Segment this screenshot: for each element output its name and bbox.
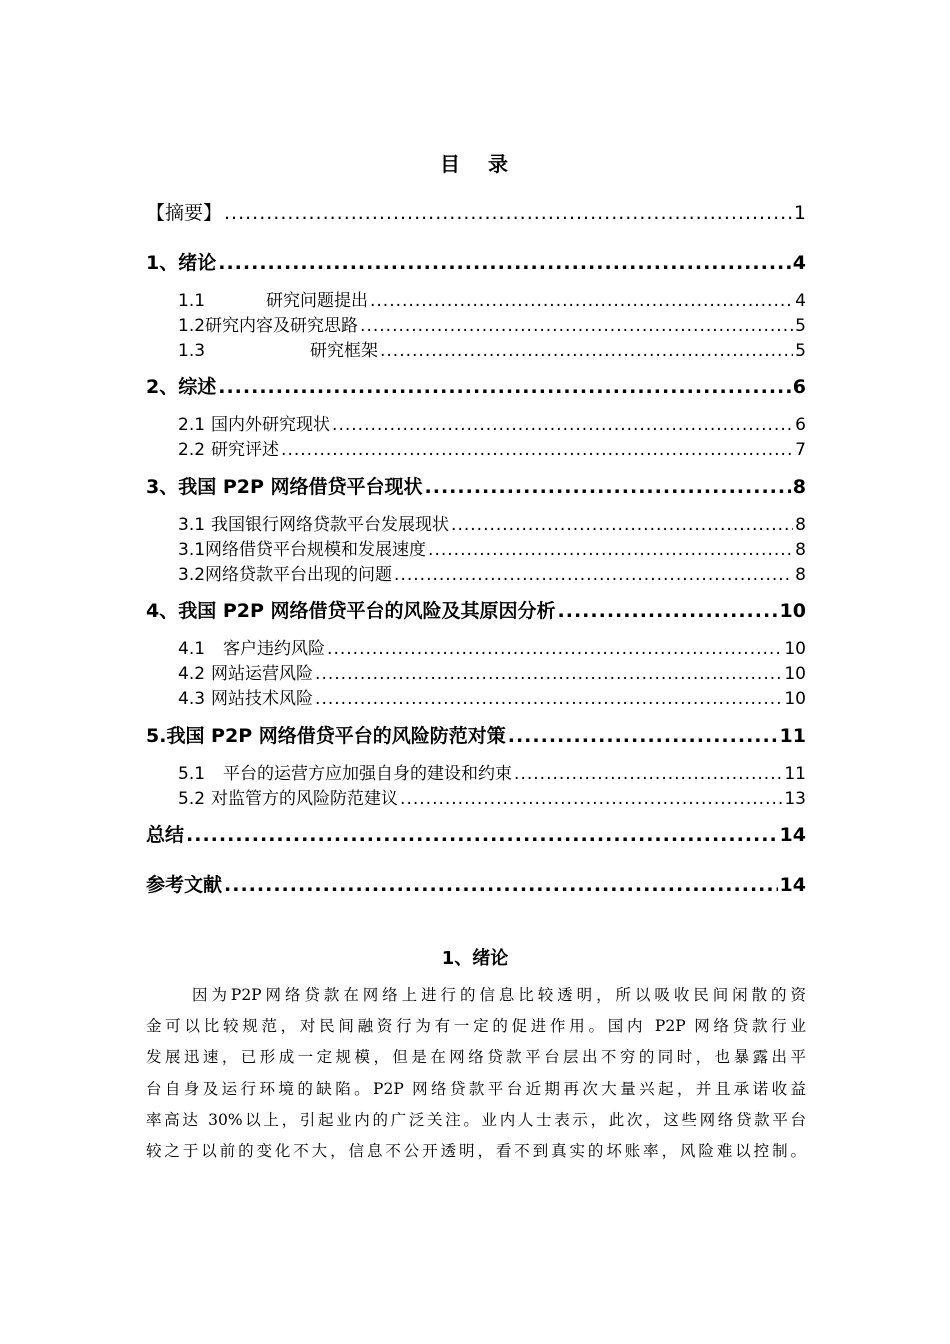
- toc-leader: [360, 316, 793, 336]
- toc-leader: [224, 874, 778, 896]
- toc-leader: [186, 824, 778, 846]
- toc-page-number: 10: [784, 639, 806, 659]
- toc-entry-chapter[interactable]: [146, 372, 806, 399]
- toc-page-number: 4: [795, 291, 806, 311]
- toc-entry-number: 5.2: [178, 789, 206, 809]
- toc-entry-label: 我国银行网络贷款平台发展现状: [211, 515, 450, 535]
- paragraph-line: 较之于以前的变化不大，信息不公开透明，看不到真实的坏账率，风险难以控制。: [146, 1142, 806, 1161]
- toc-page-number: 10: [779, 600, 806, 622]
- toc-leader: [224, 202, 792, 224]
- paragraph-line: 台自身及运行环境的缺陷。P2P 网络贷款平台近期再次大量兴起，并且承诺收益: [146, 1079, 806, 1098]
- toc-entry-subsection[interactable]: [178, 560, 806, 585]
- toc-entry-number: 1.3: [178, 341, 206, 361]
- toc-entry-number: 1.2: [178, 316, 206, 336]
- toc-page-number: 4: [792, 252, 806, 274]
- toc-page-number: 11: [784, 764, 806, 784]
- toc-title: [0, 148, 950, 177]
- toc-entry-subsection[interactable]: [178, 659, 806, 684]
- toc-leader: [281, 440, 793, 460]
- toc-entry-number: 3.1: [178, 515, 206, 535]
- toc-entry-label: 国内外研究现状: [211, 415, 331, 435]
- toc-page-number: 8: [795, 540, 806, 560]
- toc-page-number: 8: [795, 515, 806, 535]
- toc-entry-number: 2.2: [178, 440, 206, 460]
- toc-entry-label: 平台的运营方应加强自身的建设和约束: [223, 764, 513, 784]
- toc-entry-label: 参考文献: [146, 874, 223, 896]
- toc-entry-number: 4.1: [178, 639, 206, 659]
- toc-page-number: 5: [795, 316, 806, 336]
- toc-entry-label: 研究内容及研究思路: [205, 316, 359, 336]
- toc-entry-label: 【摘要】: [146, 202, 223, 224]
- toc-page-number: 6: [792, 376, 806, 398]
- toc-entry-subsection[interactable]: [178, 784, 806, 809]
- toc-entry-label: 研究问题提出: [266, 291, 368, 311]
- toc-entry-subsection[interactable]: [178, 759, 806, 784]
- toc-entry-number: 1.1: [178, 291, 206, 311]
- paragraph-line: 率高达 30%以上，引起业内的广泛关注。业内人士表示，此次，这些网络贷款平台: [146, 1110, 806, 1129]
- toc-leader: [327, 639, 782, 659]
- toc-entry-chapter[interactable]: [146, 721, 806, 748]
- toc-page-number: 10: [784, 664, 806, 684]
- toc-leader: [370, 291, 793, 311]
- body-paragraph: [146, 980, 806, 1167]
- toc-entry-number: 4.2: [178, 664, 206, 684]
- toc-page-number: 8: [792, 476, 806, 498]
- toc-entry-abstract[interactable]: [146, 198, 806, 225]
- toc-page-number: 10: [784, 689, 806, 709]
- toc-entry-subsection[interactable]: [178, 311, 806, 336]
- toc-page-number: 5: [795, 341, 806, 361]
- toc-leader: [400, 789, 782, 809]
- toc-leader: [218, 252, 791, 274]
- toc-title-char-1: 目: [440, 152, 462, 176]
- toc-page-number: 11: [779, 725, 806, 747]
- toc-leader: [508, 725, 778, 747]
- toc-entry-label: 5.我国 P2P 网络借贷平台的风险防范对策: [146, 725, 506, 747]
- toc-entry-number: 3.2: [178, 565, 206, 585]
- toc-leader: [514, 764, 782, 784]
- toc-leader: [425, 476, 791, 498]
- toc-entry-subsection[interactable]: [178, 435, 806, 460]
- paragraph-line: 因为P2P网络贷款在网络上进行的信息比较透明，所以吸收民间闲散的资: [192, 986, 806, 1004]
- toc-leader: [332, 415, 793, 435]
- toc-leader: [394, 565, 793, 585]
- toc-entry-label: 网站技术风险: [211, 689, 314, 709]
- toc-page-number: 7: [795, 440, 806, 460]
- toc-entry-label: 研究评述: [211, 440, 280, 460]
- toc-entry-subsection[interactable]: [178, 510, 806, 535]
- toc-entry-label: 总结: [146, 824, 185, 846]
- section-heading: 1、绪论: [441, 948, 509, 969]
- toc-page-number: 8: [795, 565, 806, 585]
- toc-page-number: 13: [784, 789, 806, 809]
- toc-leader: [558, 600, 778, 622]
- toc-page-number: 14: [779, 824, 806, 846]
- toc-leader: [380, 341, 793, 361]
- toc-entry-label: 2、综述: [146, 376, 217, 398]
- toc-entry-number: 3.1: [178, 540, 206, 560]
- toc-entry-label: 对监管方的风险防范建议: [211, 789, 399, 809]
- toc-entry-subsection[interactable]: [178, 684, 806, 709]
- toc-entry-subsection[interactable]: [178, 410, 806, 435]
- toc-entry-number: 4.3: [178, 689, 206, 709]
- toc-leader: [218, 376, 791, 398]
- toc-entry-label: 4、我国 P2P 网络借贷平台的风险及其原因分析: [146, 600, 556, 622]
- toc-entry-chapter[interactable]: [146, 472, 806, 499]
- toc-page-number: 1: [793, 202, 806, 224]
- toc-entry-references[interactable]: [146, 870, 806, 897]
- toc-entry-subsection[interactable]: [178, 336, 806, 361]
- toc-entry-number: 2.1: [178, 415, 206, 435]
- toc-entry-label: 研究框架: [310, 341, 378, 361]
- toc-entry-label: 3、我国 P2P 网络借贷平台现状: [146, 476, 423, 498]
- toc-leader: [451, 515, 793, 535]
- toc-entry-summary[interactable]: [146, 820, 806, 847]
- toc-page-number: 14: [779, 874, 806, 896]
- toc-entry-label: 客户违约风险: [223, 639, 326, 659]
- toc-entry-label: 网站运营风险: [211, 664, 314, 684]
- toc-entry-subsection[interactable]: [178, 286, 806, 311]
- toc-title-char-2: 录: [488, 152, 510, 176]
- toc-leader: [428, 540, 793, 560]
- paragraph-line: 金可以比较规范，对民间融资行为有一定的促进作用。国内 P2P 网络贷款行业: [146, 1017, 806, 1036]
- toc-entry-label: 网络借贷平台规模和发展速度: [205, 540, 427, 560]
- toc-leader: [315, 664, 782, 684]
- paragraph-line: 发展迅速，已形成一定规模，但是在网络贷款平台层出不穷的同时，也暴露出平: [146, 1048, 806, 1067]
- toc-leader: [315, 689, 782, 709]
- toc-entry-label: 网络贷款平台出现的问题: [205, 565, 393, 585]
- toc-entry-chapter[interactable]: [146, 596, 806, 623]
- toc-entry-subsection[interactable]: [178, 535, 806, 560]
- toc-page-number: 6: [795, 415, 806, 435]
- toc-entry-label: 1、绪论: [146, 252, 217, 274]
- toc-entry-subsection[interactable]: [178, 634, 806, 659]
- toc-entry-chapter[interactable]: [146, 248, 806, 275]
- toc-entry-number: 5.1: [178, 764, 206, 784]
